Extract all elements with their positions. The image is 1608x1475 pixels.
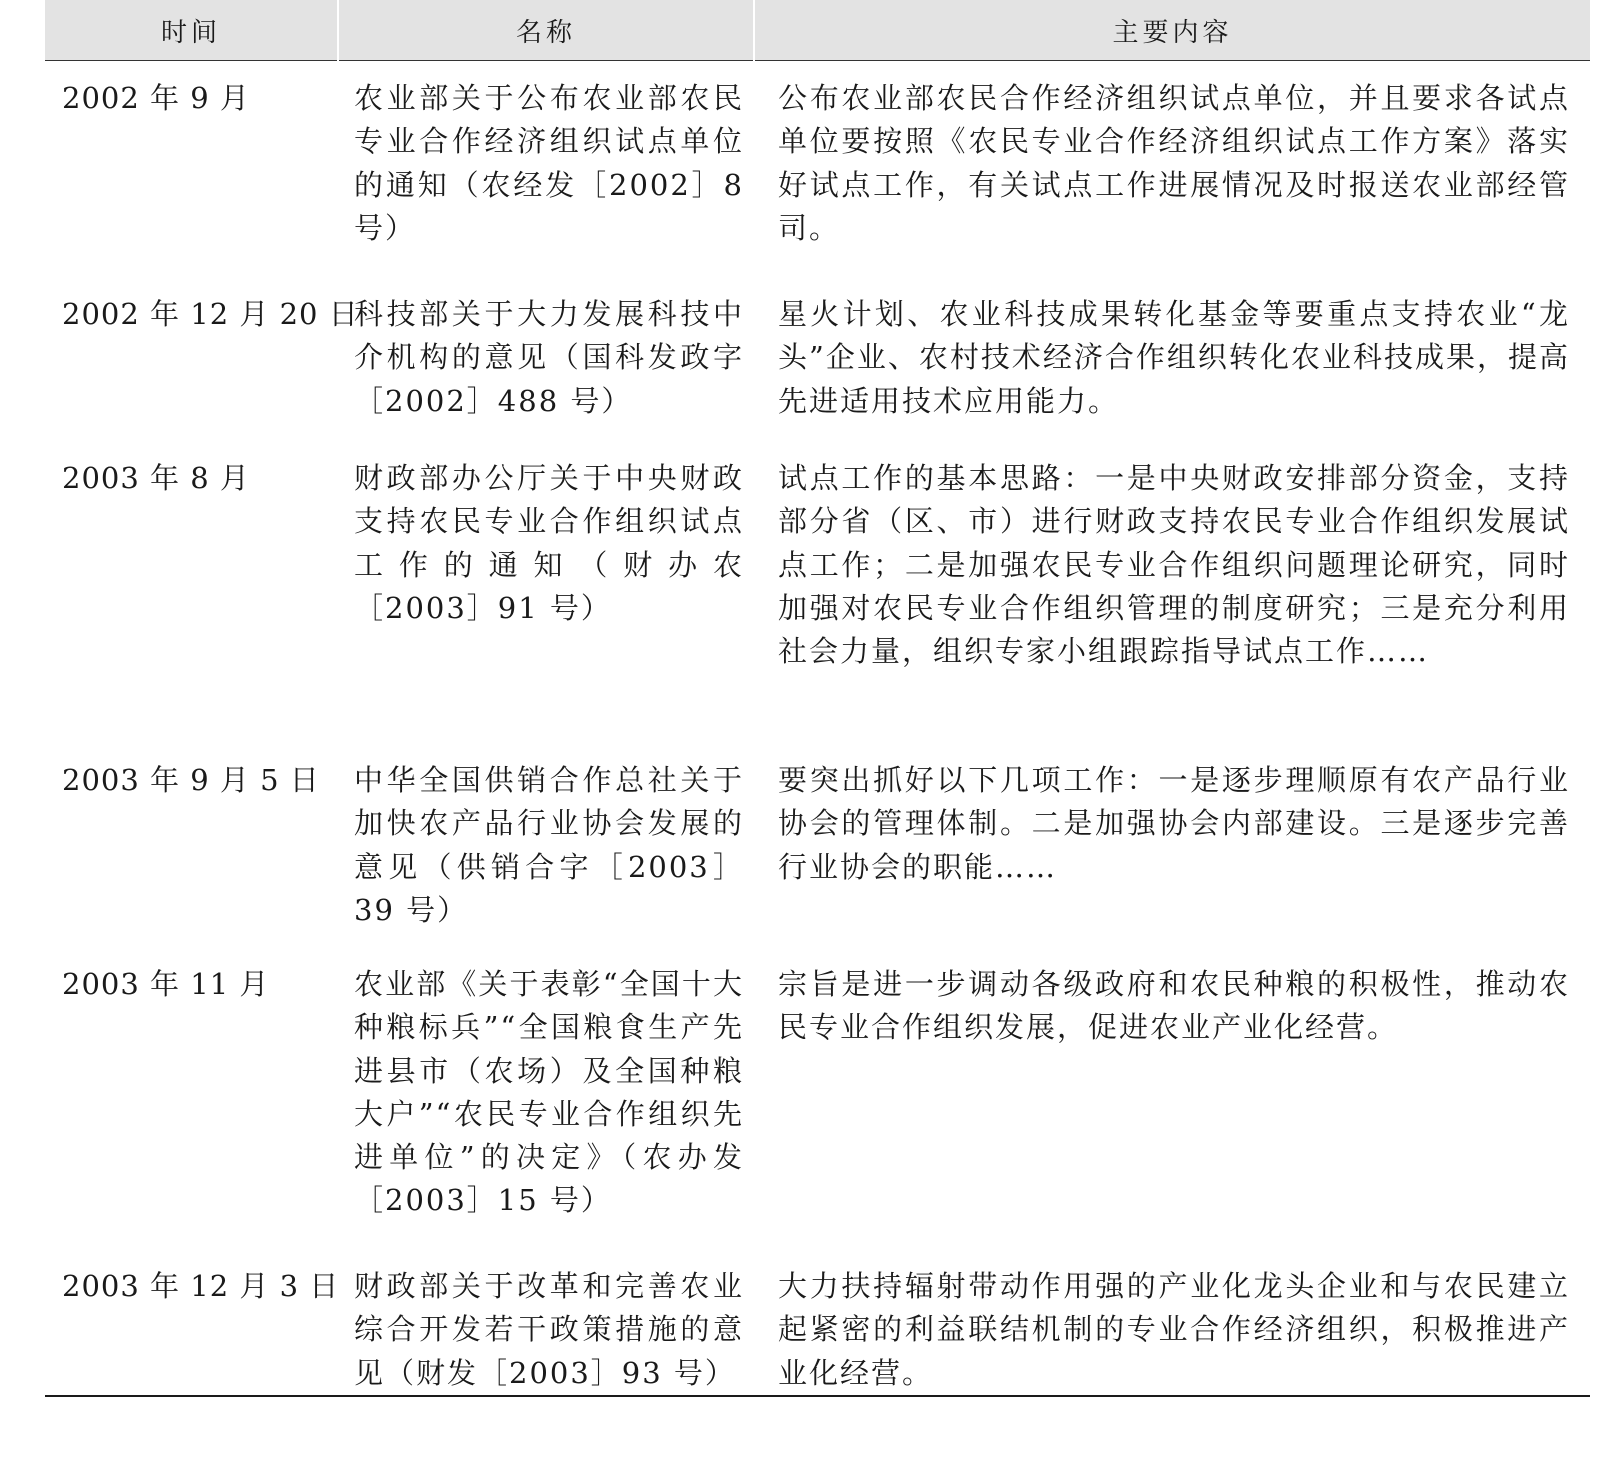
header-name: 名称 <box>338 0 754 61</box>
policy-table <box>45 0 1590 1397</box>
cell-content: 星火计划、农业科技成果转化基金等要重点支持农业“龙头”企业、农村技术经济合作组织转化农业科技成果，提高先进适用技术应用能力。 <box>778 297 1570 418</box>
table-header <box>45 0 1590 61</box>
cell-content: 宗旨是进一步调动各级政府和农民种粮的积极性，推动农民专业合作组织发展，促进农业产业化经营。 <box>778 967 1570 1045</box>
cell-content: 要突出抓好以下几项工作：一是逐步理顺原有农产品行业协会的管理体制。二是加强协会内部建设。三是逐步完善行业协会的职能…… <box>778 763 1570 884</box>
header-content: 主要内容 <box>754 0 1590 61</box>
cell-content: 试点工作的基本思路：一是中央财政安排部分资金，支持部分省（区、市）进行财政支持农民专业合作组织发展试点工作；二是加强农民专业合作组织问题理论研究，同时加强对农民专业合作组织管理的制度研究；三是充分利用社会力量，组织专家小组跟踪指导试点工作…… <box>778 461 1570 669</box>
cell-time: 2003 年 12 月 3 日 <box>45 1242 338 1396</box>
cell-time: 2002 年 9 月 <box>62 81 250 115</box>
table-row <box>45 1242 1590 1396</box>
cell-name: 科技部关于大力发展科技中介机构的意见（国科发政字［2002］488 号） <box>354 297 744 418</box>
cell-content: 大力扶持辐射带动作用强的产业化龙头企业和与农民建立起紧密的利益联结机制的专业合作经济组织，积极推进产业化经营。 <box>754 1242 1590 1396</box>
cell-name: 财政部关于改革和完善农业综合开发若干政策措施的意见（财发［2003］93 号） <box>338 1242 754 1396</box>
table-row <box>45 61 1590 271</box>
header-time: 时间 <box>45 0 338 61</box>
table-row <box>45 939 1590 1242</box>
table-row <box>45 735 1590 939</box>
policy-table-container <box>45 0 1590 1397</box>
table-row <box>45 436 1590 735</box>
cell-time: 2003 年 11 月 <box>62 967 270 1001</box>
cell-name: 中华全国供销合作总社关于加快农产品行业协会发展的意见（供销合字［2003］39 号） <box>354 763 744 927</box>
cell-name: 农业部《关于表彰“全国十大种粮标兵”“全国粮食生产先进县市（农场）及全国种粮大户”“农民专业合作组织先进单位”的决定》（农办发［2003］15 号） <box>354 967 744 1218</box>
table-row <box>45 270 1590 436</box>
header-row <box>45 0 1590 61</box>
cell-time: 2003 年 9 月 5 日 <box>62 763 320 797</box>
cell-content: 公布农业部农民合作经济组织试点单位，并且要求各试点单位要按照《农民专业合作经济组织试点工作方案》落实好试点工作，有关试点工作进展情况及时报送农业部经管司。 <box>778 81 1570 245</box>
cell-time: 2003 年 8 月 <box>62 461 250 495</box>
cell-name: 财政部办公厅关于中央财政支持农民专业合作组织试点工作的通知（财办农［2003］91 号） <box>354 461 744 625</box>
table-body <box>45 61 1590 1396</box>
cell-name: 农业部关于公布农业部农民专业合作经济组织试点单位的通知（农经发［2002］8 号） <box>354 81 744 245</box>
cell-time: 2002 年 12 月 20 日 <box>62 297 359 331</box>
